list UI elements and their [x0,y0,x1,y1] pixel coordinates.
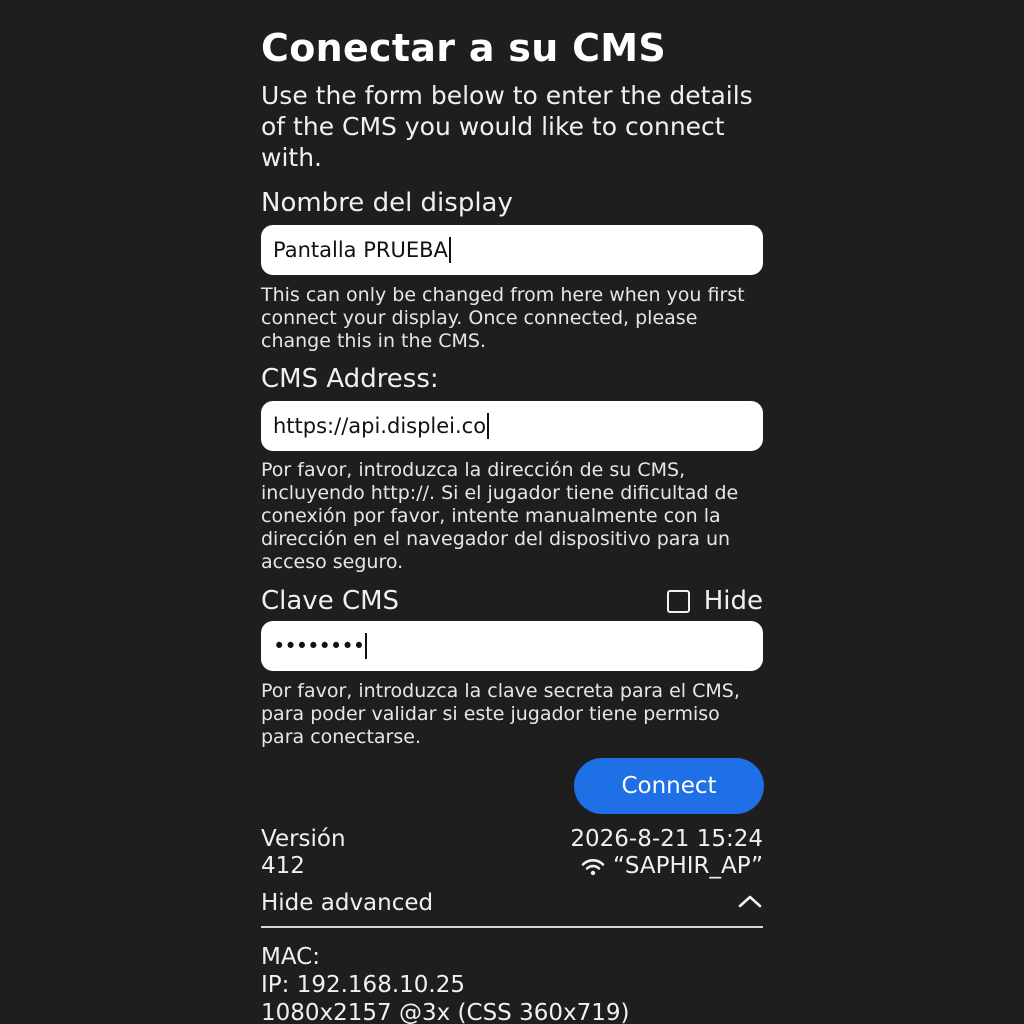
cms-address-help: Por favor, introduzca la dirección de su CMS, incluyendo http://. Si el jugador tiene dificultad de conexión por favor, intente manualmente con la dirección en el navegador del dispositivo para un acceso seguro. [261,459,739,573]
hide-key-checkbox[interactable] [667,586,763,616]
hide-key-label: Hide [703,586,763,616]
display-name-input[interactable] [261,225,763,275]
screen-resolution: 1080x2157 @3x (CSS 360x719) [261,1000,630,1024]
cms-address-label: CMS Address: [261,364,439,394]
cms-key-label: Clave CMS [261,586,400,616]
version-value: 412 [261,853,305,879]
advanced-toggle-label: Hide advanced [261,890,434,916]
checkbox-icon [667,590,690,613]
cms-address-value: https://api.displei.co [273,414,487,438]
status-block [570,826,763,880]
datetime: 2026-8-21 15:24 [570,826,763,852]
version-label: Versión [261,826,346,852]
cms-key-input[interactable] [261,621,763,671]
wifi-icon [581,858,605,876]
version-block [261,826,346,880]
cms-address-input[interactable] [261,401,763,451]
intro-text: Use the form below to enter the details of the CMS you would like to connect with. [261,81,753,172]
text-caret [365,633,367,659]
page-title: Conectar a su CMS [261,26,667,70]
cms-key-help: Por favor, introduzca la clave secreta para el CMS, para poder validar si este jugador tiene permiso para conectarse. [261,680,740,748]
network-row [570,853,763,880]
network-name: “SAPHIR_AP” [612,853,763,879]
ip-address: IP: 192.168.10.25 [261,972,465,998]
chevron-up-icon [737,892,763,910]
advanced-details [261,943,763,1024]
cms-key-value: •••••••• [273,634,365,658]
text-caret [487,413,489,439]
display-name-value: Pantalla PRUEBA [273,238,448,262]
advanced-toggle[interactable] [261,888,763,928]
display-name-help: This can only be changed from here when you first connect your display. Once connected, please change this in the CMS. [261,284,745,352]
text-caret [449,237,451,263]
display-name-label: Nombre del display [261,188,513,218]
mac-address: MAC: [261,944,320,970]
connect-button[interactable]: Connect [574,758,764,814]
